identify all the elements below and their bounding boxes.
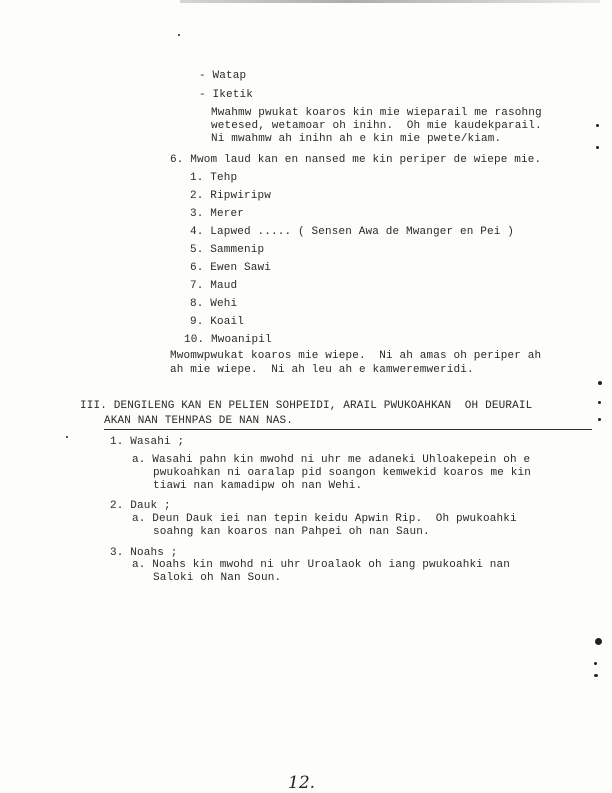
paragraph-line: Saloki oh Nan Soun. [153, 572, 282, 584]
scan-speck [594, 662, 597, 665]
paragraph-line: Ni mwahmw ah inihn ah e kin mie pwete/kiam. [211, 133, 502, 145]
scan-edge-artifact [180, 0, 600, 3]
paragraph-line: pwukoahkan ni oaralap pid soangon kemwekid koaros me kin [153, 467, 532, 479]
paragraph-line: ah mie wiepe. Ni ah leu ah e kamweremweridi. [170, 364, 474, 376]
scan-speck [598, 418, 601, 421]
list-item: 10. Mwoanipil [184, 334, 272, 346]
subsection-title: 3. Noahs ; [110, 547, 178, 559]
list-item: 2. Ripwiripw [190, 190, 272, 202]
section-heading: AKAN NAN TEHNPAS DE NAN NAS. [104, 415, 294, 427]
paragraph-line: a. Noahs kin mwohd ni uhr Uroalaok oh iang pwukoahki nan [132, 559, 511, 571]
list-item: 9. Koail [190, 316, 245, 328]
subsection-title: 2. Dauk ; [110, 500, 171, 512]
scan-speck [66, 436, 68, 438]
scan-speck [594, 674, 598, 677]
paragraph-line: Mwomwpwukat koaros mie wiepe. Ni ah amas oh periper ah [170, 350, 542, 362]
paragraph-line: a. Wasahi pahn kin mwohd ni uhr me adaneki Uhloakepein oh e [132, 454, 531, 466]
list-item: - Iketik [199, 89, 254, 101]
scan-speck [598, 401, 601, 404]
paragraph-line: tiawi nan kamadipw oh nan Wehi. [153, 480, 363, 492]
paragraph-line: wetesed, wetamoar oh inihn. Oh mie kaudekparail. [211, 120, 542, 132]
section-heading: III. DENGILENG KAN EN PELIEN SOHPEIDI, ARAIL PWUKOAHKAN OH DEURAIL [80, 400, 533, 412]
list-item: 8. Wehi [190, 298, 238, 310]
scan-speck [596, 146, 599, 149]
paragraph-line: Mwahmw pwukat koaros kin mie wieparail me rasohng [211, 107, 542, 119]
list-item: 1. Tehp [190, 172, 238, 184]
scan-speck [596, 124, 599, 127]
scan-speck [595, 638, 602, 645]
list-item: 5. Sammenip [190, 244, 265, 256]
page-number: 12. [288, 773, 316, 793]
paragraph-line: soahng kan koaros nan Pahpei oh nan Saun. [153, 526, 430, 538]
list-item: - Watap [199, 70, 247, 82]
scan-speck [598, 381, 602, 385]
list-item: 3. Merer [190, 208, 245, 220]
heading-underline [104, 429, 592, 430]
section-item: 6. Mwom laud kan en nansed me kin periper de wiepe mie. [170, 154, 542, 166]
subsection-title: 1. Wasahi ; [110, 436, 185, 448]
scan-speck [178, 34, 180, 36]
list-item: 4. Lapwed ..... ( Sensen Awa de Mwanger en Pei ) [190, 226, 515, 238]
list-item: 7. Maud [190, 280, 238, 292]
list-item: 6. Ewen Sawi [190, 262, 272, 274]
paragraph-line: a. Deun Dauk iei nan tepin keidu Apwin Rip. Oh pwukoahki [132, 513, 517, 525]
